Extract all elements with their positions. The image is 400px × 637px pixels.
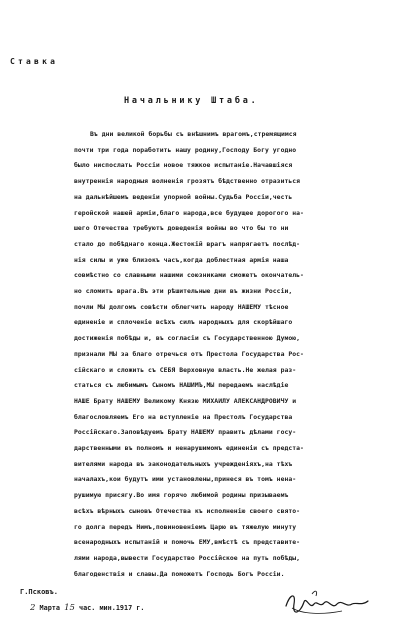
date-day: 2 <box>30 603 36 613</box>
body-line: дарственными въ полномъ и ненарушимомъ единеніи съ предста- <box>74 444 304 452</box>
date-tail: час. мин.1917 г. <box>79 604 145 612</box>
date-month: Марта <box>39 604 60 612</box>
body-line: статься съ любимымъ Сыномъ НАШИМЪ,МЫ передаемъ наслѣдіе <box>74 381 289 390</box>
body-line: совмѣстно со славными нашими союзниками сможетъ окончатель- <box>74 271 304 280</box>
body-line: внутреннія народныя волненія грозятъ бѣдственно отразиться <box>74 177 301 186</box>
body-line: было ниспослать Россіи новое тяжкое испытаніе.Начавшіяся <box>74 161 293 170</box>
body-line: почли МЫ долгомъ совѣсти облегчить народу НАШЕМУ тѣсное <box>74 302 289 311</box>
document-place: Г.Псковъ. <box>20 588 58 596</box>
body-line: Россійскаго.Заповѣдуемъ Брату НАШЕМУ править дѣлами госу- <box>74 428 297 437</box>
body-line: Въ дни великой борьбы съ внѣшнимъ врагомъ,стремящимся <box>90 130 297 138</box>
body-line: шего Отечества требуютъ доведенія войны во что бы то ни <box>74 224 289 233</box>
date-hour: 15 <box>64 603 75 613</box>
document-date <box>30 603 144 613</box>
body-line: признали МЫ за благо отречься отъ Престола Государства Рос- <box>74 349 304 358</box>
body-line: геройской нашей арміи,благо народа,все будущее дорогого на- <box>74 208 304 217</box>
body-line: единеніе и сплоченіе всѣхъ силъ народныхъ для скорѣйшаго <box>74 318 293 327</box>
body-line: сійскаго и сложить съ СЕБЯ Верховную власть.Не желая раз- <box>74 365 297 374</box>
body-line: рушимую присягу.Во имя горячо любимой родины призываемъ <box>74 491 289 500</box>
body-line: нія силы и уже близокъ часъ,когда доблестная армія наша <box>74 255 289 264</box>
body-line: вителями народа въ законодательныхъ учрежденіяхъ,на тѣхъ <box>74 459 293 468</box>
body-line: благословляемъ Его на вступленіе на Престолъ Государства <box>74 412 293 421</box>
body-line: го долга передъ Нимъ,повиновеніемъ Царю въ тяжелую минуту <box>74 522 297 531</box>
body-line: лями народа,вывести Государство Россійское на путь побѣды, <box>74 553 301 562</box>
body-line: почти три года поработить нашу родину,Господу Богу угодно <box>74 145 297 154</box>
body-line: НАШЕ Брату НАШЕМУ Великому Князю МИХАИЛУ АЛЕКСАНДРОВИЧУ и <box>74 396 297 405</box>
body-line: но сломить врага.Въ эти рѣшительные дни въ жизни Россіи, <box>74 287 293 295</box>
body-line: стало до побѣднаго конца.Жестокій врагъ напрягаетъ послѣд- <box>74 239 301 248</box>
document-addressee: Начальнику Штаба. <box>124 96 259 106</box>
body-line: достиженія побѣды и, въ согласіи съ Государственною Думою, <box>74 334 301 343</box>
handwritten-signature <box>282 584 372 624</box>
body-line: благоденствія и славы.Да поможетъ Господь Богъ Россіи. <box>74 569 285 578</box>
document-heading: Ставка <box>10 57 59 66</box>
body-line: на дальнѣйшемъ веденіи упорной войны.Судьба Россіи,честь <box>74 192 293 201</box>
body-line: всѣхъ вѣрныхъ сыновъ Отечества къ исполненію своего свято- <box>74 506 301 515</box>
body-line: всенародныхъ испытаній и помочь ЕМУ,вмѣстѣ съ представите- <box>74 538 301 547</box>
body-line: началахъ,кои будутъ ими установлены,принеся въ томъ ненa- <box>74 475 297 484</box>
